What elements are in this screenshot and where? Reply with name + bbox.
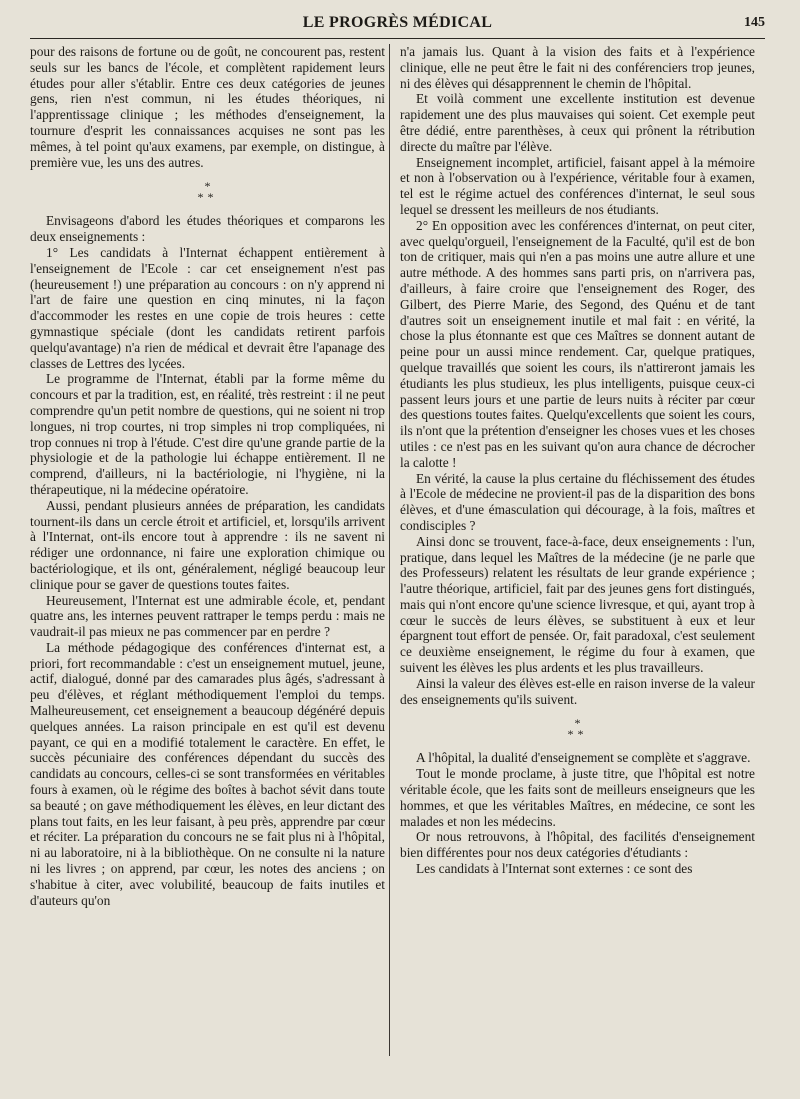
- paragraph: Les candidats à l'Internat sont externes : ce sont des: [416, 861, 693, 877]
- paragraph: Or nous retrouvons, à l'hôpital, des facilités d'enseignement bien différentes pour nos deux catégories d'étudiants :: [400, 829, 755, 861]
- paragraph: Heureusement, l'Internat est une admirable école, et, pendant quatre ans, les internes peuvent rattraper le temps perdu : mais ne vaudrait-il pas mieux ne pas commencer par en perdre ?: [30, 592, 385, 640]
- paragraph: Envisageons d'abord les études théoriques et comparons les deux enseignements :: [30, 213, 385, 245]
- right-column: [400, 44, 755, 877]
- paragraph: pour des raisons de fortune ou de goût, ne concourent pas, restent seuls sur les bancs de l'école, et complètent rapidement leurs études pour aller s'établir. Entre ces deux catégories de jeunes gens, rien n'est commun, ni les études théoriques, ni l'apprentissage clinique ; les méthodes d'enseignement, la tournure d'esprit les connaissances acquises ne sont pas les mêmes, à tel point qu'aux examens, par exemple, on distingue, à première vue, les uns des autres.: [30, 44, 385, 170]
- left-column: [30, 44, 385, 908]
- column-divider: [389, 44, 390, 1056]
- paragraph: Le programme de l'Internat, établi par la forme même du concours et par la tradition, est, en réalité, très restreint : il ne peut comprendre qu'un petit nombre de questions, qui ne soient ni trop longues, ni trop courtes, ni trop simples ni trop compliquées, ni trop connues ni trop à l'étude. C'est dire qu'une grande partie de la physiologie et de la pathologie lui échappe entièrement. Il ne comprend, d'ailleurs, ni la bactériologie, ni l'hygiène, ni la thérapeutique, ni la médecine opératoire.: [30, 371, 385, 497]
- paragraph: 2° En opposition avec les conférences d'internat, on peut citer, avec quelqu'orgueil, l'enseignement de la Faculté, qu'il est de bon ton de critiquer, mais qui n'en a pas moins une autre allure et une autre méthode. A des hommes sans parti pris, on n'arrivera pas, d'ailleurs, à faire croire que l'enseignement des Roger, des Gilbert, des Pierre Marie, des Segond, des Quénu et de tant d'autres soit un enseignement inutile et mal fait : en vérité, la chose la plus étonnante est que ces Maîtres se donnent autant de peine pour un aussi mince rendement. Car, quelque pratiques, quelque travaillés que soient les cours, ils n'attireront jamais les étudiants les plus studieux, les plus intelligents, puisque ceux-ci passent leurs jours et une partie de leurs nuits à réciter par cœur des questions toutes faites. Quelqu'excellents que soient les cours, ils n'ont que la prétention d'enseigner les choses vues et les choses utiles : ce n'est pas en les suivant qu'on aura chance de décrocher la calotte !: [400, 217, 755, 470]
- journal-title: LE PROGRÈS MÉDICAL: [302, 14, 493, 31]
- paragraph: Ainsi donc se trouvent, face-à-face, deux enseignements : l'un, pratique, dans lequel les Maîtres de la médecine (je ne parle que des Professeurs) relatent les résultats de leur grande expérience ; l'autre théorique, artificiel, fait par des jeunes gens fort distingués, mais qui n'ont encore qu'une science livresque, et qui, ayant trop à cœur le succès de leurs élèves, se substituent à eux et leur épargnent tout effort de pensée. Or, fait paradoxal, c'est seulement ce deuxième enseignement, le régime du four à examen, que suivent les élèves les plus ardents et les plus travailleurs.: [400, 533, 755, 676]
- paragraph: Et voilà comment une excellente institution est devenue rapidement une des plus mauvaises qui soient. Cet exemple peut être dédié, entre parenthèses, à ceux qui prônent la rétribution directe du maître par l'élève.: [400, 91, 755, 154]
- paragraph: En vérité, la cause la plus certaine du fléchissement des études à l'Ecole de médecine ne provient-il pas de la disparition des bons élèves, et d'une émasculation qui décourage, à la fois, maîtres et condisciples ?: [400, 470, 755, 533]
- paragraph: Enseignement incomplet, artificiel, faisant appel à la mémoire et non à l'observation ou à l'expérience, véritable four à examen, tel est le régime actuel des conférences d'internat, le seul sous lequel se dressent les meilleurs de nos étudiants.: [400, 154, 755, 217]
- paragraph: 1° Les candidats à l'Internat échappent entièrement à l'enseignement de l'Ecole : car cet enseignement n'est pas (heureusement !) une préparation au concours : on n'y apprend ni l'art de faire une question en cinq minutes, ni la façon d'accommoder les restes en une copie de trois heures : cette gymnastique spéciale (dont les candidats retirent parfois quelqu'avantage) n'a rien de médical et devrait être l'apanage des classes de Lettres des lycées.: [30, 244, 385, 371]
- section-separator: * **: [197, 179, 218, 205]
- page-number: 145: [744, 15, 765, 30]
- paragraph: Ainsi la valeur des élèves est-elle en raison inverse de la valeur des enseignements qu'ils suivent.: [400, 675, 755, 707]
- section-separator: * **: [567, 716, 588, 742]
- paragraph: La méthode pédagogique des conférences d'internat est, a priori, fort recommandable : c'est un enseignement mutuel, jeune, actif, dialogué, donné par des camarades plus âgés, s'adressant à peu d'élèves, et réglant méthodiquement l'emploi du temps. Malheureusement, cet enseignement a beaucoup dégénéré depuis quelques années. La raison principale en est qu'il est devenu payant, ce qui en a modifié totalement le caractère. En effet, le succès pécuniaire des conférences dépendant du succès des candidats au concours, celles-ci se sont transformées en véritables fours à examen, où le régime des boîtes à bachot sévit dans toute sa beauté ; on gave méthodiquement les élèves, en leur dictant des plans tout faits, en les leur faisant, à peu près, apprendre par cœur et réciter. La préparation du concours ne se fait plus ni à l'hôpital, ni au laboratoire, ni à la bibliothèque. On ne consulte ni la nature ni les livres ; on apprend, par cœur, les notes des anciens ; on s'habitue à citer, avec volubilité, beaucoup de faits inutiles et d'auteurs qu'on: [30, 639, 385, 908]
- paragraph: A l'hôpital, la dualité d'enseignement se complète et s'aggrave.: [416, 750, 751, 766]
- paragraph: Tout le monde proclame, à juste titre, que l'hôpital est notre véritable école, que les faits sont de meilleurs enseigneurs que les hommes, et que les véritables Maîtres, en médecine, ce sont les malades et non les médecins.: [400, 766, 755, 829]
- running-header: [30, 12, 765, 39]
- paragraph: Aussi, pendant plusieurs années de préparation, les candidats tournent-ils dans un cercle étroit et artificiel, et, lorsqu'ils arrivent à l'Internat, ont-ils encore tout à apprendre : ils ne savent ni rédiger une ordonnance, ni faire une exploration chimique ou bactériologique, et ils ont, généralement, négligé beaucoup leur clinique pour se gaver de questions toutes faites.: [30, 497, 385, 592]
- paragraph: n'a jamais lus. Quant à la vision des faits et à l'expérience clinique, elle ne peut être le fait ni des conférenciers trop jeunes, ni des élèves qui désapprennent le chemin de l'hôpital.: [400, 44, 755, 91]
